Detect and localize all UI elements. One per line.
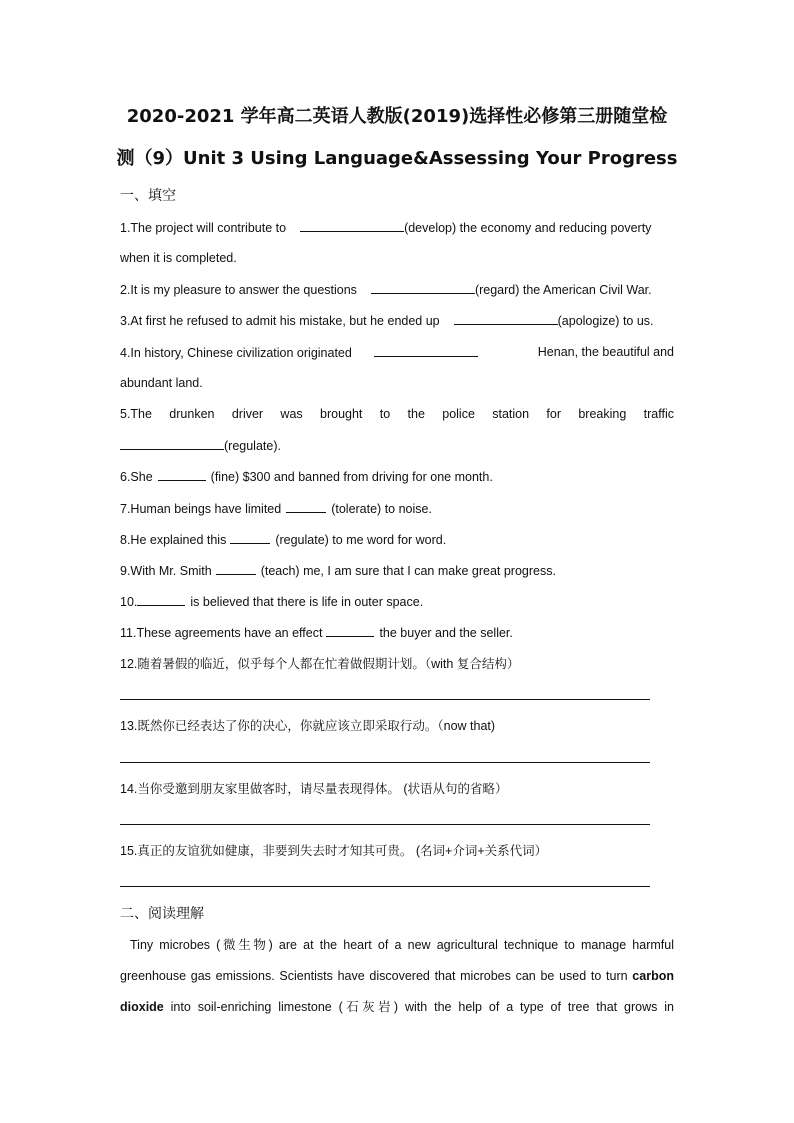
- question-2-hint: (regard) the American Civil War.: [474, 283, 652, 297]
- question-9: [120, 561, 674, 580]
- question-11: [120, 623, 674, 642]
- passage-line-1: Tiny microbes (微生物) are at the heart of a new agricultural technique to manage harmful: [130, 938, 674, 952]
- passage-bold-term: carbon: [632, 969, 674, 983]
- answer-blank[interactable]: [300, 218, 404, 232]
- answer-blank[interactable]: [137, 592, 185, 606]
- answer-line-13[interactable]: [120, 762, 650, 763]
- passage-line-3: [120, 998, 674, 1016]
- question-7-hint: (tolerate) to noise.: [331, 502, 432, 516]
- passage-bold-term: dioxide: [120, 1000, 164, 1014]
- question-15: 15.真正的友谊犹如健康，非要到失去时才知其可贵。 (名词+介词+关系代词）: [120, 844, 548, 858]
- question-1-hint: (develop) the economy and reducing poverty: [404, 221, 652, 235]
- question-10-hint: is believed that there is life in outer space.: [190, 595, 424, 609]
- question-1-line-1: [120, 218, 674, 237]
- question-4-line-2: abundant land.: [120, 376, 203, 390]
- question-4-line-1: [120, 343, 674, 362]
- answer-blank[interactable]: [158, 467, 206, 481]
- question-14: 14.当你受邀到朋友家里做客时，请尽量表现得体。 (状语从句的省略）: [120, 782, 508, 796]
- question-4-text: 4.In history, Chinese civilization originated: [120, 346, 352, 360]
- answer-line-12[interactable]: [120, 699, 650, 700]
- passage-line-2-text: greenhouse gas emissions. Scientists have discovered that microbes can be used to turn: [120, 969, 628, 983]
- question-8: [120, 530, 674, 549]
- question-13: 13.既然你已经表达了你的决心，你就应该立即采取行动。（now that): [120, 719, 496, 733]
- question-5-line-1: 5.The drunken driver was brought to the police station for breaking traffic: [120, 407, 674, 421]
- question-7: [120, 499, 674, 518]
- question-3-text: 3.At first he refused to admit his mistake, but he ended up: [120, 314, 440, 328]
- question-3-hint: (apologize) to us.: [557, 314, 654, 328]
- answer-blank[interactable]: [454, 311, 558, 325]
- question-8-hint: (regulate) to me word for word.: [275, 533, 447, 547]
- question-10: [120, 592, 674, 611]
- question-5-hint: (regulate).: [224, 439, 281, 453]
- question-6-text: 6.She: [120, 470, 153, 484]
- question-2-text: 2.It is my pleasure to answer the questions: [120, 283, 357, 297]
- question-4-hint: Henan, the beautiful and: [537, 345, 674, 359]
- answer-blank[interactable]: [120, 436, 224, 450]
- answer-line-14[interactable]: [120, 824, 650, 825]
- answer-blank[interactable]: [216, 561, 256, 575]
- passage-line-2: [120, 967, 674, 985]
- question-3: [120, 311, 674, 330]
- passage-line-3-text: into soil-enriching limestone (石灰岩) with the help of a type of tree that grows in: [170, 1000, 674, 1014]
- question-7-text: 7.Human beings have limited: [120, 502, 282, 516]
- question-8-text: 8.He explained this: [120, 533, 227, 547]
- question-2: [120, 280, 674, 299]
- answer-blank[interactable]: [326, 623, 374, 637]
- question-12: 12.随着暑假的临近，似乎每个人都在忙着做假期计划。（with 复合结构）: [120, 657, 520, 671]
- question-10-text: 10.: [120, 595, 138, 609]
- section-heading-fill-in: 一、填空: [120, 188, 176, 204]
- question-11-text: 11.These agreements have an effect: [120, 626, 323, 640]
- question-5-line-2: [120, 436, 674, 455]
- answer-line-15[interactable]: [120, 886, 650, 887]
- page-title-line-1: 2020-2021 学年高二英语人教版(2019)选择性必修第三册随堂检: [126, 106, 668, 127]
- question-1-text: 1.The project will contribute to: [120, 221, 287, 235]
- answer-blank[interactable]: [371, 280, 475, 294]
- question-9-text: 9.With Mr. Smith: [120, 564, 212, 578]
- answer-blank[interactable]: [374, 343, 478, 357]
- question-11-hint: the buyer and the seller.: [379, 626, 513, 640]
- answer-blank[interactable]: [286, 499, 326, 513]
- page-title-line-2: 测（9）Unit 3 Using Language&Assessing Your Progress: [116, 148, 678, 169]
- question-9-hint: (teach) me, I am sure that I can make great progress.: [260, 564, 556, 578]
- question-6: [120, 467, 674, 486]
- question-6-hint: (fine) $300 and banned from driving for one month.: [210, 470, 493, 484]
- question-1-line-2: when it is completed.: [120, 251, 237, 265]
- section-heading-reading: 二、阅读理解: [120, 906, 204, 922]
- answer-blank[interactable]: [230, 530, 270, 544]
